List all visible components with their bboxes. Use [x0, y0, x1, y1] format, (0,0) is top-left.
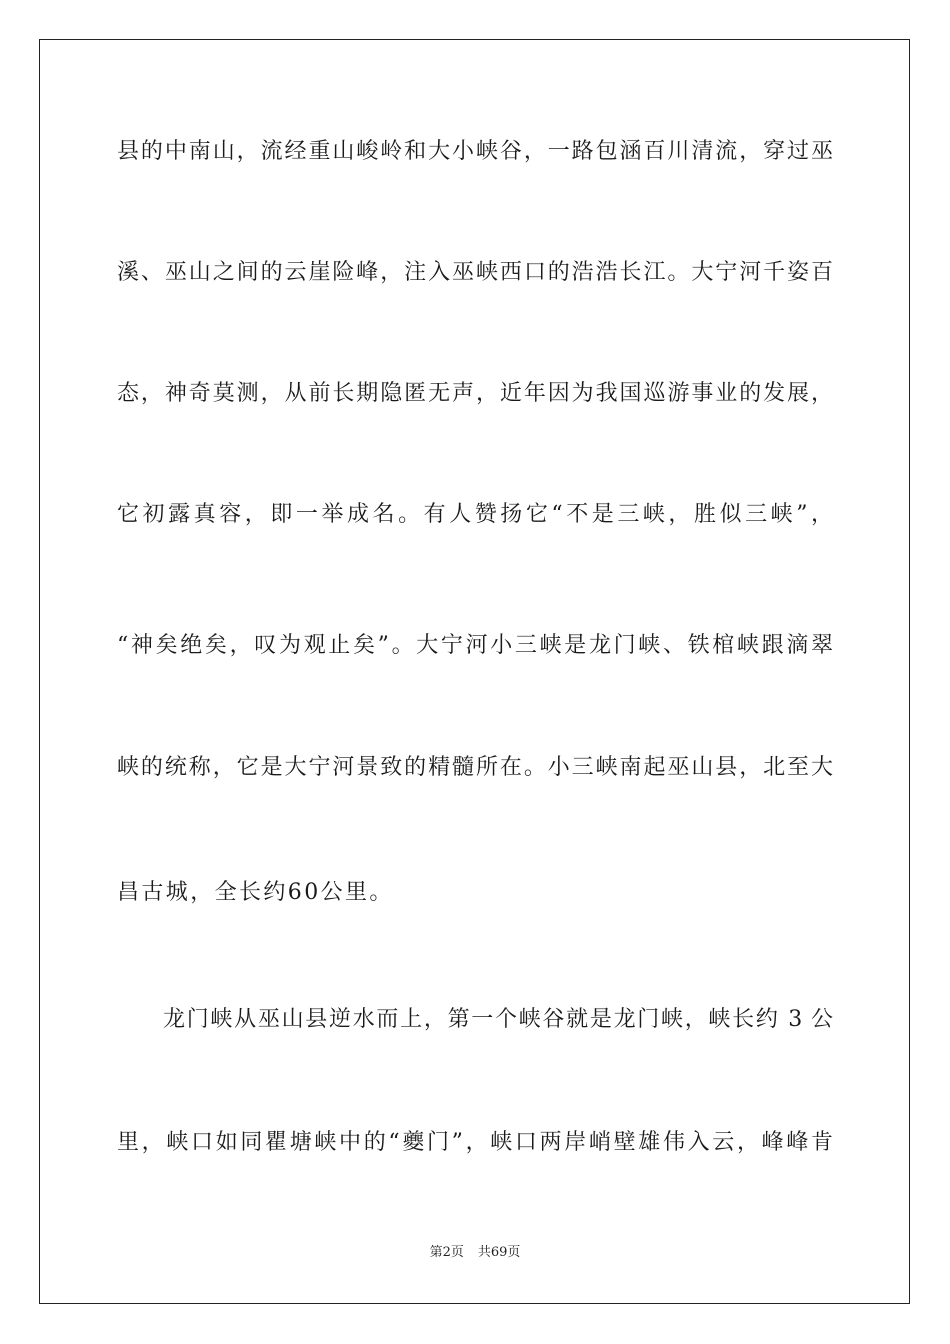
text-line-paragraph-end: 昌古城，全长约60公里。 — [117, 880, 394, 905]
total-pages: 共69页 — [477, 1245, 521, 1260]
text-line: 峡的统称，它是大宁河景致的精髓所在。小三峡南起巫山县，北至大 — [117, 755, 833, 780]
text-line: 态，神奇莫测，从前长期隐匿无声，近年因为我国巡游事业的发展， — [117, 381, 833, 406]
text-line: 它初露真容，即一举成名。有人赞扬它“不是三峡，胜似三峡”， — [117, 502, 833, 527]
text-line: 溪、巫山之间的云崖险峰，注入巫峡西口的浩浩长江。大宁河千姿百 — [117, 260, 833, 285]
page-border — [39, 39, 910, 1304]
text-line-paragraph-start: 龙门峡从巫山县逆水而上，第一个峡谷就是龙门峡，峡长约 3 公 — [163, 1007, 833, 1032]
page-footer — [0, 1244, 950, 1262]
text-line: “神矣绝矣，叹为观止矣”。大宁河小三峡是龙门峡、铁棺峡跟滴翠 — [117, 633, 833, 658]
page-number: 第2页 — [429, 1245, 464, 1260]
text-line: 县的中南山，流经重山峻岭和大小峡谷，一路包涵百川清流，穿过巫 — [117, 139, 833, 164]
text-line: 里，峡口如同瞿塘峡中的“夔门”，峡口两岸峭壁雄伟入云，峰峰肯 — [117, 1130, 833, 1155]
